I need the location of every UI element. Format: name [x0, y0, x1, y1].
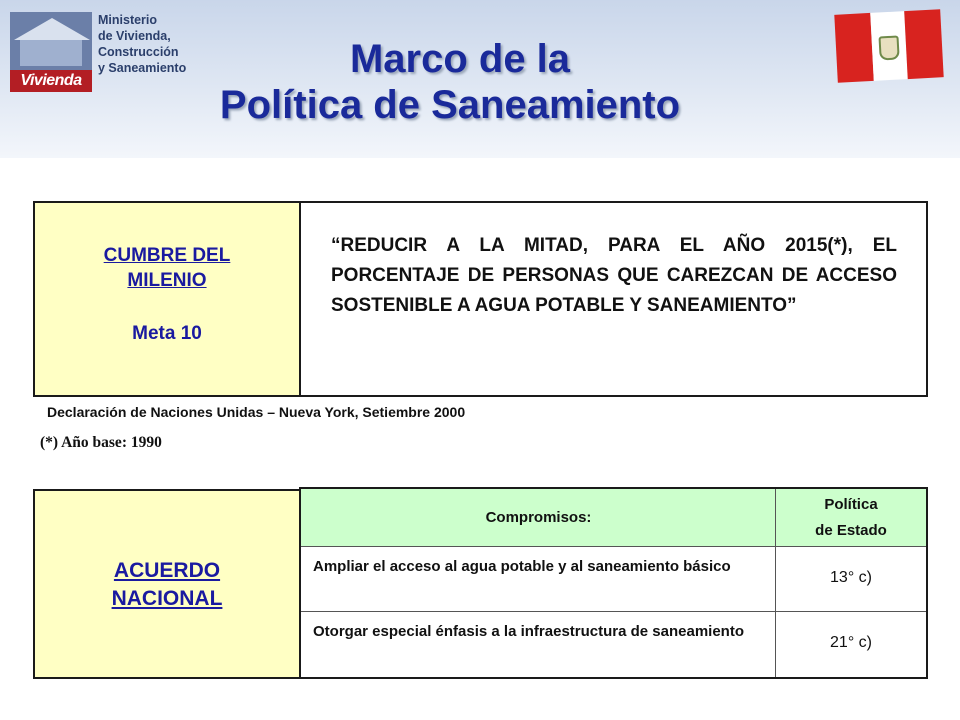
commitment-text: Ampliar el acceso al agua potable y al saneamiento básico [313, 558, 731, 575]
cumbre-heading-line-2: MILENIO [127, 270, 207, 291]
peru-flag-icon [834, 9, 943, 82]
logo-line-3: Construcción [98, 45, 179, 59]
policy-cell [776, 612, 926, 677]
acuerdo-heading [35, 557, 299, 613]
page-title [0, 36, 960, 128]
meta-label: Meta 10 [132, 323, 202, 344]
coat-of-arms-icon [878, 35, 899, 60]
header-policy-cell [776, 489, 926, 546]
cumbre-heading-line-1: CUMBRE DEL [103, 245, 231, 266]
header-commitments-cell [301, 489, 776, 546]
logo-line-2: de Vivienda, [98, 29, 171, 43]
header-policy-line-2: de Estado [815, 522, 887, 539]
cumbre-label-box [33, 201, 299, 397]
logo-line-1: Ministerio [98, 13, 158, 27]
logo-brand-text: Vivienda [10, 70, 92, 92]
policy-value: 13° c) [830, 569, 872, 586]
title-line-2: Política de Saneamiento [219, 83, 681, 127]
logo-line-4: y Saneamiento [98, 61, 187, 75]
policy-value: 21° c) [830, 634, 872, 651]
commitments-table [299, 487, 928, 679]
flag-red-right [904, 9, 944, 79]
header-policy-line-1: Política [824, 496, 878, 513]
title-line-1: Marco de la [349, 37, 571, 81]
policy-cell [776, 547, 926, 611]
base-year-note: (*) Año base: 1990 [40, 434, 162, 451]
commitment-cell [301, 612, 776, 677]
cumbre-heading [35, 243, 299, 346]
flag-red-left [834, 13, 874, 83]
header-commitments: Compromisos: [485, 509, 592, 526]
declaration-source: Declaración de Naciones Unidas – Nueva York, Setiembre 2000 [47, 404, 466, 420]
commitment-text: Otorgar especial énfasis a la infraestructura de saneamiento [313, 623, 745, 640]
cumbre-quote-box [299, 201, 928, 397]
table-row [301, 547, 926, 612]
header-banner [0, 0, 960, 158]
acuerdo-label-box [33, 489, 299, 679]
commitment-cell [301, 547, 776, 611]
acuerdo-heading-line-1: ACUERDO [113, 559, 221, 582]
millennium-goal-quote: “REDUCIR A LA MITAD, PARA EL AÑO 2015(*), EL PORCENTAJE DE PERSONAS QUE CAREZCAN DE ACCESO SOSTENIBLE A AGUA POTABLE Y SANEAMIENTO” [331, 235, 897, 316]
acuerdo-heading-line-2: NACIONAL [111, 587, 223, 610]
flag-white-center [870, 11, 908, 81]
table-row [301, 612, 926, 677]
table-header-row [301, 489, 926, 547]
